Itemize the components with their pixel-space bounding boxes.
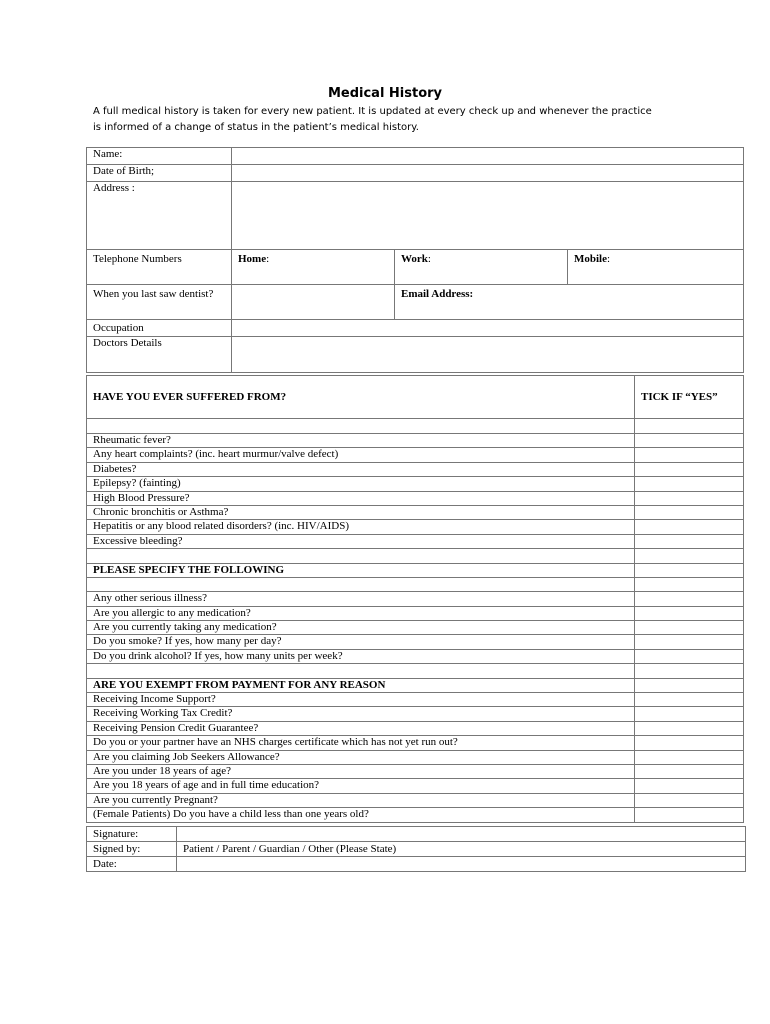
question-label: Do you drink alcohol? If yes, how many units per week?	[87, 649, 635, 663]
spacer-row	[87, 577, 635, 591]
signature-field[interactable]	[177, 827, 746, 842]
tick-box[interactable]	[635, 707, 744, 721]
question-label: Are you claiming Job Seekers Allowance?	[87, 750, 635, 764]
tick-box[interactable]	[635, 563, 744, 577]
question-label: Are you 18 years of age and in full time education?	[87, 779, 635, 793]
work-label: Work	[401, 253, 428, 265]
history-heading: HAVE YOU EVER SUFFERED FROM?	[87, 376, 635, 419]
address-label: Address :	[87, 182, 232, 250]
tick-box[interactable]	[635, 779, 744, 793]
mobile-label: Mobile	[574, 253, 607, 265]
tick-box[interactable]	[635, 477, 744, 491]
last-dentist-field[interactable]	[232, 285, 395, 320]
date-label: Date:	[87, 857, 177, 872]
spacer-row	[87, 664, 635, 678]
tick-box[interactable]	[635, 678, 744, 692]
tick-box[interactable]	[635, 520, 744, 534]
form-intro	[93, 104, 693, 136]
dob-label: Date of Birth;	[87, 165, 232, 182]
tick-box[interactable]	[635, 606, 744, 620]
name-field[interactable]	[232, 148, 744, 165]
question-label: Are you allergic to any medication?	[87, 606, 635, 620]
mobile-phone-field[interactable]: Mobile:	[568, 250, 744, 285]
question-label: Rheumatic fever?	[87, 434, 635, 448]
spacer-row	[87, 419, 635, 434]
tick-box[interactable]	[635, 664, 744, 678]
signature-label: Signature:	[87, 827, 177, 842]
tick-box[interactable]	[635, 419, 744, 434]
signed-by-label: Signed by:	[87, 842, 177, 857]
work-phone-field[interactable]: Work:	[395, 250, 568, 285]
home-label: Home	[238, 253, 267, 265]
spacer-row	[87, 549, 635, 563]
form-title: Medical History	[327, 86, 443, 101]
question-label: (Female Patients) Do you have a child less than one years old?	[87, 808, 635, 822]
tick-heading: TICK IF “YES”	[635, 376, 744, 419]
doctors-label: Doctors Details	[87, 337, 232, 373]
telephone-label: Telephone Numbers	[87, 250, 232, 285]
tick-box[interactable]	[635, 764, 744, 778]
tick-box[interactable]	[635, 721, 744, 735]
tick-box[interactable]	[635, 434, 744, 448]
question-label: Excessive bleeding?	[87, 534, 635, 548]
tick-box[interactable]	[635, 808, 744, 822]
signature-table	[86, 826, 746, 872]
tick-box[interactable]	[635, 577, 744, 591]
tick-box[interactable]	[635, 693, 744, 707]
question-label: Receiving Pension Credit Guarantee?	[87, 721, 635, 735]
tick-box[interactable]	[635, 549, 744, 563]
tick-box[interactable]	[635, 621, 744, 635]
tick-box[interactable]	[635, 649, 744, 663]
exempt-heading: ARE YOU EXEMPT FROM PAYMENT FOR ANY REASON	[87, 678, 635, 692]
question-label: Hepatitis or any blood related disorders? (inc. HIV/AIDS)	[87, 520, 635, 534]
question-label: Do you smoke? If yes, how many per day?	[87, 635, 635, 649]
occupation-label: Occupation	[87, 320, 232, 337]
tick-box[interactable]	[635, 750, 744, 764]
tick-box[interactable]	[635, 491, 744, 505]
question-label: Are you under 18 years of age?	[87, 764, 635, 778]
tick-box[interactable]	[635, 534, 744, 548]
tick-box[interactable]	[635, 793, 744, 807]
intro-line-1: A full medical history is taken for every new patient. It is updated at every check up and whenever the practice	[93, 106, 652, 117]
signed-by-field[interactable]: Patient / Parent / Guardian / Other (Please State)	[177, 842, 746, 857]
question-label: Epilepsy? (fainting)	[87, 477, 635, 491]
tick-box[interactable]	[635, 462, 744, 476]
occupation-field[interactable]	[232, 320, 744, 337]
question-label: Any heart complaints? (inc. heart murmur/valve defect)	[87, 448, 635, 462]
date-field[interactable]	[177, 857, 746, 872]
tick-box[interactable]	[635, 635, 744, 649]
question-label: Do you or your partner have an NHS charges certificate which has not yet run out?	[87, 736, 635, 750]
question-label: Are you currently Pregnant?	[87, 793, 635, 807]
home-phone-field[interactable]: Home:	[232, 250, 395, 285]
question-label: Diabetes?	[87, 462, 635, 476]
address-field[interactable]	[232, 182, 744, 250]
patient-details-table	[86, 147, 744, 373]
question-label: Receiving Income Support?	[87, 693, 635, 707]
question-label: Any other serious illness?	[87, 592, 635, 606]
question-label: Chronic bronchitis or Asthma?	[87, 505, 635, 519]
question-label: Receiving Working Tax Credit?	[87, 707, 635, 721]
question-label: Are you currently taking any medication?	[87, 621, 635, 635]
last-dentist-label: When you last saw dentist?	[87, 285, 232, 320]
tick-box[interactable]	[635, 736, 744, 750]
dob-field[interactable]	[232, 165, 744, 182]
email-field[interactable]: Email Address:	[395, 285, 744, 320]
specify-heading: PLEASE SPECIFY THE FOLLOWING	[87, 563, 635, 577]
doctors-field[interactable]	[232, 337, 744, 373]
intro-line-2: is informed of a change of status in the patient’s medical history.	[93, 122, 419, 133]
tick-box[interactable]	[635, 505, 744, 519]
tick-box[interactable]	[635, 448, 744, 462]
tick-box[interactable]	[635, 592, 744, 606]
question-label: High Blood Pressure?	[87, 491, 635, 505]
name-label: Name:	[87, 148, 232, 165]
history-table	[86, 375, 744, 823]
